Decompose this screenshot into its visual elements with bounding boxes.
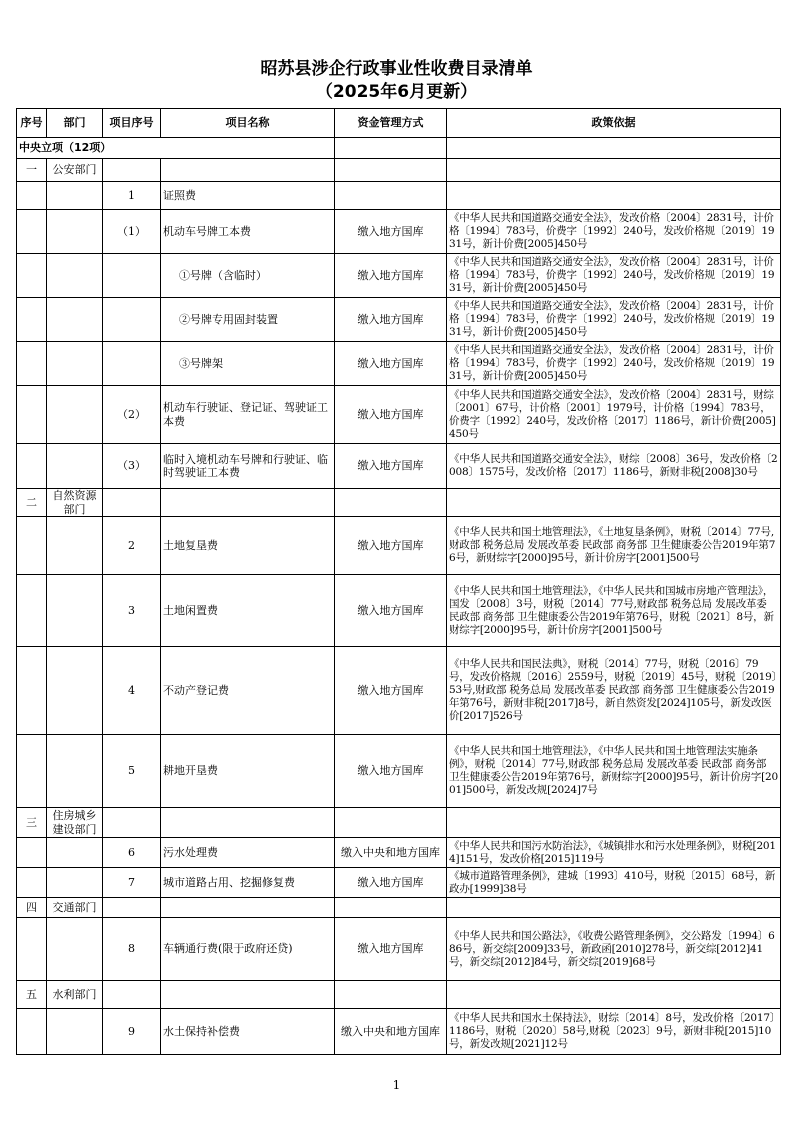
dept-cell: 水利部门 bbox=[47, 981, 103, 1009]
dept-row bbox=[17, 159, 781, 182]
item-no-cell: 9 bbox=[103, 1009, 161, 1055]
dept-cell: 自然资源部门 bbox=[47, 489, 103, 517]
policy-basis-cell: 《中华人民共和国道路交通安全法》，财综〔2008〕36号，发改价格〔2008〕1575号，发改价格〔2017〕1186号，新财非税[2008]30号 bbox=[447, 444, 781, 489]
seq-cell: 三 bbox=[17, 808, 47, 838]
dept-row bbox=[17, 489, 781, 517]
table-row bbox=[17, 868, 781, 898]
policy-basis-cell: 《中华人民共和国道路交通安全法》，发改价格〔2004〕2831号，计价格〔1994〕783号，价费字〔1992〕240号，发改价格规〔2019〕1931号，新计价费[2005]450号 bbox=[447, 342, 781, 386]
seq-cell: 二 bbox=[17, 489, 47, 517]
header-seq: 序号 bbox=[17, 109, 47, 138]
item-name-cell: 车辆通行费(限于政府还贷) bbox=[161, 918, 335, 981]
dept-row bbox=[17, 898, 781, 918]
policy-basis-cell: 《中华人民共和国土地管理法》，《中华人民共和国城市房地产管理法》，国发〔2008〕3号，财税〔2014〕77号,财政部 税务总局 发展改革委 民政部 商务部 卫生健康委公告2019年第76号，财税〔2021〕8号，新财综字[2000]95号，新计价房字[2001]500号 bbox=[447, 575, 781, 647]
policy-basis-cell: 《中华人民共和国土地管理法》，《土地复垦条例》，财税〔2014〕77号,财政部 税务总局 发展改革委 民政部 商务部 卫生健康委公告2019年第76号，新财综字[2000]95号，新计价房字[2001]500号 bbox=[447, 517, 781, 575]
policy-basis-cell: 《中华人民共和国水土保持法》，财综〔2014〕8号，发改价格〔2017〕1186号，财税〔2020〕58号,财税〔2023〕9号，新财非税[2015]10号，新发改规[2021]12号 bbox=[447, 1009, 781, 1055]
fund-mgmt-cell: 缴入地方国库 bbox=[335, 918, 447, 981]
policy-basis-cell: 《中华人民共和国民法典》，财税〔2014〕77号，财税〔2016〕79号，发改价格规〔2016〕2559号，财税〔2019〕45号，财税〔2019〕53号,财政部 税务总局 发展改革委 民政部 商务部 卫生健康委公告2019年第76号，新财非税[2017]8号，新自然资发[2024]105号，新发改医价[2017]526号 bbox=[447, 647, 781, 735]
table-row bbox=[17, 298, 781, 342]
fund-mgmt-cell: 缴入地方国库 bbox=[335, 444, 447, 489]
item-name-cell: 城市道路占用、挖掘修复费 bbox=[161, 868, 335, 898]
table-row bbox=[17, 838, 781, 868]
header-item-no: 项目序号 bbox=[103, 109, 161, 138]
fund-mgmt-cell: 缴入地方国库 bbox=[335, 254, 447, 298]
policy-basis-cell: 《中华人民共和国道路交通安全法》，发改价格〔2004〕2831号，计价格〔1994〕783号，价费字〔1992〕240号，发改价格规〔2019〕1931号，新计价费[2005]450号 bbox=[447, 298, 781, 342]
item-no-cell: 1 bbox=[103, 182, 161, 210]
policy-basis-cell: 《中华人民共和国公路法》，《收费公路管理条例》，交公路发〔1994〕686号，新交综[2009]33号，新政函[2010]278号，新交综[2012]41号，新交综[2012]84号，新交综[2019]68号 bbox=[447, 918, 781, 981]
fund-mgmt-cell: 缴入中央和地方国库 bbox=[335, 1009, 447, 1055]
item-no-cell: 4 bbox=[103, 647, 161, 735]
table-row bbox=[17, 735, 781, 808]
fund-mgmt-cell: 缴入地方国库 bbox=[335, 298, 447, 342]
item-no-cell bbox=[103, 342, 161, 386]
dept-row bbox=[17, 981, 781, 1009]
item-no-cell: （2） bbox=[103, 386, 161, 444]
seq-cell: 四 bbox=[17, 898, 47, 918]
fund-mgmt-cell: 缴入地方国库 bbox=[335, 210, 447, 254]
table-row bbox=[17, 517, 781, 575]
item-no-cell bbox=[103, 298, 161, 342]
table-row bbox=[17, 1009, 781, 1055]
dept-cell: 公安部门 bbox=[47, 159, 103, 182]
fund-mgmt-cell: 缴入地方国库 bbox=[335, 386, 447, 444]
item-no-cell: 7 bbox=[103, 868, 161, 898]
item-name-cell: 不动产登记费 bbox=[161, 647, 335, 735]
item-no-cell: 6 bbox=[103, 838, 161, 868]
header-dept: 部门 bbox=[47, 109, 103, 138]
item-no-cell: （1） bbox=[103, 210, 161, 254]
page-subtitle: （2025年6月更新） bbox=[315, 82, 478, 102]
item-name-cell: 机动车号牌工本费 bbox=[161, 210, 335, 254]
header-fund-mgmt: 资金管理方式 bbox=[335, 109, 447, 138]
fund-mgmt-cell: 缴入地方国库 bbox=[335, 575, 447, 647]
fund-mgmt-cell: 缴入地方国库 bbox=[335, 735, 447, 808]
policy-basis-cell: 《中华人民共和国道路交通安全法》，发改价格〔2004〕2831号，财综〔2001〕67号，计价格〔2001〕1979号，计价格〔1994〕783号，价费字〔1992〕240号，发改价格〔2017〕1186号，新计价费[2005]450号 bbox=[447, 386, 781, 444]
fund-mgmt-cell bbox=[335, 182, 447, 210]
dept-cell: 交通部门 bbox=[47, 898, 103, 918]
item-no-cell: 2 bbox=[103, 517, 161, 575]
page-title: 昭苏县涉企行政事业性收费目录清单 bbox=[260, 59, 533, 79]
item-name-cell: ①号牌（含临时） bbox=[161, 254, 335, 298]
item-name-cell: 土地复垦费 bbox=[161, 517, 335, 575]
fund-mgmt-cell: 缴入地方国库 bbox=[335, 517, 447, 575]
table-row bbox=[17, 444, 781, 489]
table-row bbox=[17, 647, 781, 735]
page-number: 1 bbox=[392, 1078, 401, 1092]
policy-basis-cell: 《城市道路管理条例》，建城〔1993〕410号，财税〔2015〕68号，新政办[1999]38号 bbox=[447, 868, 781, 898]
item-no-cell bbox=[103, 254, 161, 298]
header-policy: 政策依据 bbox=[447, 109, 781, 138]
policy-basis-cell: 《中华人民共和国道路交通安全法》，发改价格〔2004〕2831号，计价格〔1994〕783号，价费字〔1992〕240号，发改价格规〔2019〕1931号，新计价费[2005]450号 bbox=[447, 254, 781, 298]
seq-cell: 五 bbox=[17, 981, 47, 1009]
table-row bbox=[17, 575, 781, 647]
policy-basis-cell: 《中华人民共和国道路交通安全法》，发改价格〔2004〕2831号，计价格〔1994〕783号，价费字〔1992〕240号，发改价格规〔2019〕1931号，新计价费[2005]450号 bbox=[447, 210, 781, 254]
item-name-cell: 证照费 bbox=[161, 182, 335, 210]
item-no-cell: （3） bbox=[103, 444, 161, 489]
fund-mgmt-cell: 缴入地方国库 bbox=[335, 342, 447, 386]
policy-basis-cell bbox=[447, 182, 781, 210]
table-row bbox=[17, 210, 781, 254]
item-name-cell: 污水处理费 bbox=[161, 838, 335, 868]
table-row bbox=[17, 918, 781, 981]
dept-row bbox=[17, 808, 781, 838]
fund-mgmt-cell: 缴入中央和地方国库 bbox=[335, 838, 447, 868]
section-label: 中央立项（12项） bbox=[17, 138, 335, 159]
item-name-cell: ③号牌架 bbox=[161, 342, 335, 386]
fund-mgmt-cell: 缴入地方国库 bbox=[335, 868, 447, 898]
table-row bbox=[17, 386, 781, 444]
item-name-cell: 耕地开垦费 bbox=[161, 735, 335, 808]
dept-cell: 住房城乡建设部门 bbox=[47, 808, 103, 838]
item-name-cell: 水土保持补偿费 bbox=[161, 1009, 335, 1055]
policy-basis-cell: 《中华人民共和国土地管理法》，《中华人民共和国土地管理法实施条例》，财税〔2014〕77号,财政部 税务总局 发展改革委 民政部 商务部 卫生健康委公告2019年第76号，新财综字[2000]95号，新计价房字[2001]500号，新发改规[2024]7号 bbox=[447, 735, 781, 808]
item-name-cell: 土地闲置费 bbox=[161, 575, 335, 647]
seq-cell: 一 bbox=[17, 159, 47, 182]
table-header-row bbox=[17, 109, 781, 138]
table-row bbox=[17, 254, 781, 298]
item-name-cell: 临时入境机动车号牌和行驶证、临时驾驶证工本费 bbox=[161, 444, 335, 489]
fee-table bbox=[16, 108, 781, 1055]
policy-basis-cell: 《中华人民共和国污水防治法》，《城镇排水和污水处理条例》，财税[2014]151号，发改价格[2015]119号 bbox=[447, 838, 781, 868]
item-name-cell: 机动车行驶证、登记证、驾驶证工本费 bbox=[161, 386, 335, 444]
section-row bbox=[17, 138, 781, 159]
table-row bbox=[17, 182, 781, 210]
item-name-cell: ②号牌专用固封装置 bbox=[161, 298, 335, 342]
table-row bbox=[17, 342, 781, 386]
fund-mgmt-cell: 缴入地方国库 bbox=[335, 647, 447, 735]
item-no-cell: 3 bbox=[103, 575, 161, 647]
header-item-name: 项目名称 bbox=[161, 109, 335, 138]
item-no-cell: 8 bbox=[103, 918, 161, 981]
item-no-cell: 5 bbox=[103, 735, 161, 808]
